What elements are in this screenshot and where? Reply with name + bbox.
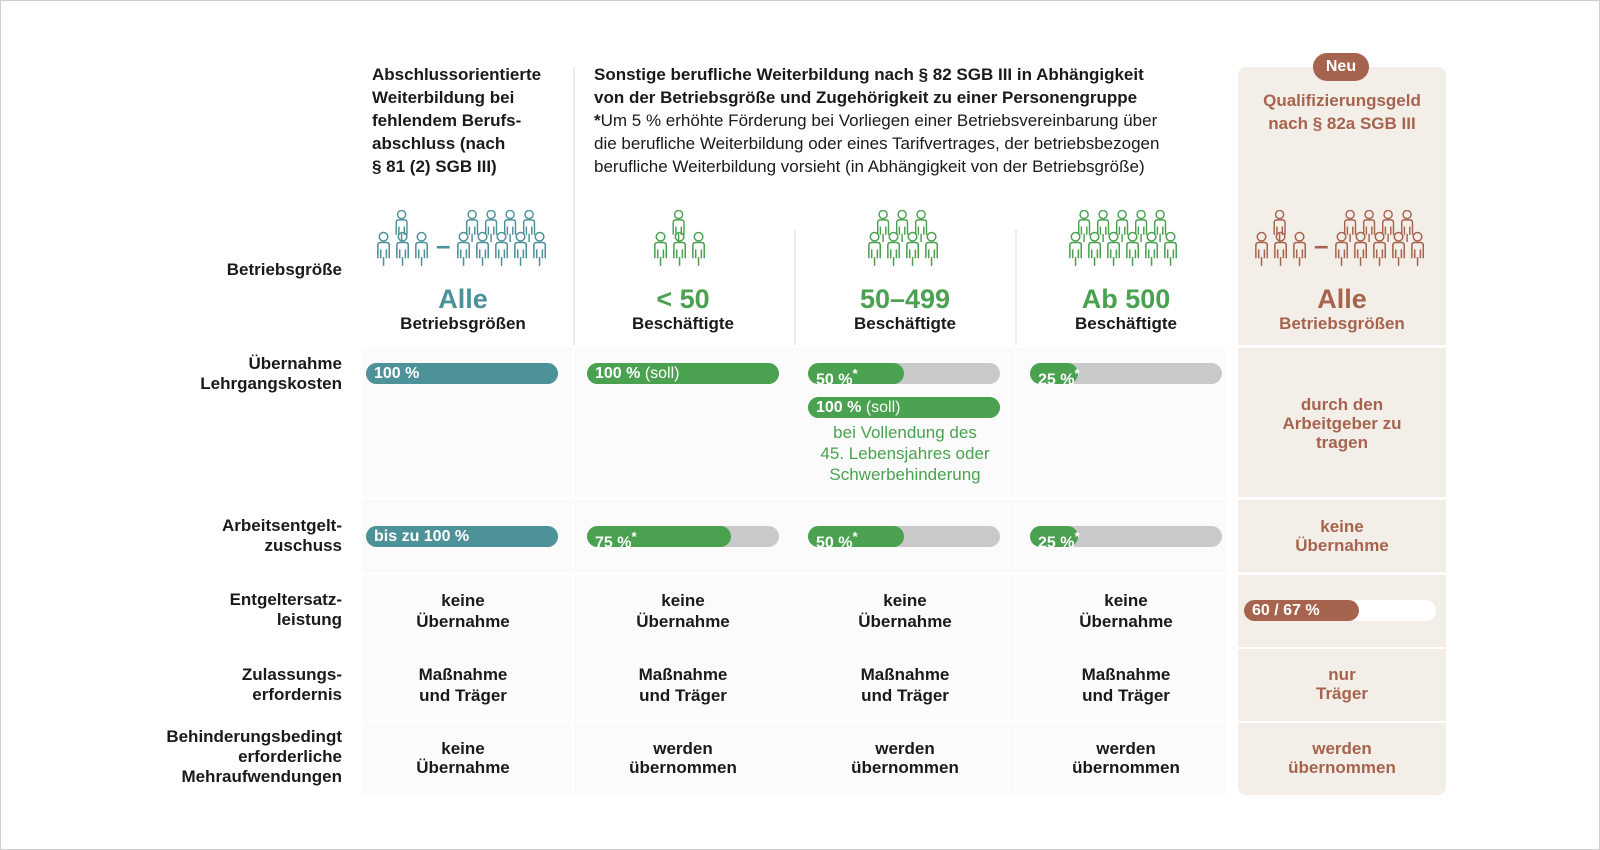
bar-label <box>374 526 469 547</box>
cell-line: werden <box>653 739 713 758</box>
cell-line: und Träger <box>861 686 949 705</box>
row-label-line: Behinderungsbedingt <box>166 727 342 746</box>
cell-line: übernommen <box>851 758 959 777</box>
cell-line: Maßnahme <box>638 665 728 684</box>
cell-line: Übernahme <box>1079 612 1173 631</box>
bar-value: 60 / 67 % <box>1252 602 1320 619</box>
bar-track <box>808 363 1000 389</box>
behinderung-text <box>363 739 563 777</box>
row-label-line: erforderliche <box>238 747 342 766</box>
neu-badge: Neu <box>1313 53 1369 81</box>
behinderung-text <box>805 739 1005 777</box>
cell-line: Träger <box>1316 684 1368 703</box>
size-sub: Betriebsgrößen <box>1279 314 1405 333</box>
col1-header-line: Weiterbildung bei <box>372 88 515 107</box>
bar-star: * <box>1074 366 1080 381</box>
size-value: Alle <box>438 284 488 314</box>
bar-value: 100 % <box>374 365 420 382</box>
bar-star: * <box>852 529 858 544</box>
cell-line: übernommen <box>1072 758 1180 777</box>
col2-note-line: die berufliche Weiterbildung oder eines Tarifvertrages, der betriebsbezogen <box>594 134 1160 153</box>
bar-label <box>816 526 858 553</box>
bar-label <box>595 363 680 384</box>
size-divider <box>1015 230 1017 345</box>
row-label-line: Entgeltersatz- <box>229 590 342 609</box>
note-line: bei Vollendung des <box>833 423 977 442</box>
bar-label <box>816 363 858 390</box>
cell-line: Übernahme <box>1295 536 1389 555</box>
cell-line: werden <box>875 739 935 758</box>
bar-label <box>595 526 637 553</box>
size-divider <box>794 230 796 345</box>
people-icon <box>866 210 946 278</box>
col5-header-line: nach § 82a SGB III <box>1268 114 1416 133</box>
bar-value: 50 % <box>816 534 853 552</box>
col2-note-line: berufliche Weiterbildung vorsieht (in Abhängigkeit von der Betriebsgröße) <box>594 157 1145 176</box>
row-label-line: erfordernis <box>252 685 342 704</box>
bar-label <box>1038 526 1080 553</box>
size-sub: Beschäftigte <box>1074 314 1178 333</box>
bar-extra: (soll) <box>644 365 680 382</box>
dash-symbol: – <box>436 230 451 260</box>
behinderung-text <box>583 739 783 777</box>
size-sub: Betriebsgrößen <box>400 314 526 333</box>
lehrgang-neu-text <box>1238 395 1446 452</box>
cell-line: keine <box>661 591 705 610</box>
row-label-line: Betriebsgröße <box>226 260 342 279</box>
bar-track <box>808 526 1000 552</box>
cell-line: und Träger <box>639 686 727 705</box>
zulassung-text <box>1026 664 1226 706</box>
size-sub: Beschäftigte <box>631 314 735 333</box>
col1-header-line: § 81 (2) SGB III) <box>372 157 497 176</box>
bar-track <box>1244 600 1436 621</box>
zulassung-text <box>363 664 563 706</box>
behinderung-neu-text <box>1238 739 1446 777</box>
cell-line: tragen <box>1316 433 1368 452</box>
col1-header-line: Abschlussorientierte <box>372 65 542 84</box>
cell-line: keine <box>441 739 485 758</box>
size-value: Ab 500 <box>1081 284 1171 314</box>
cell-line: übernommen <box>629 758 737 777</box>
ersatz-text <box>363 590 563 632</box>
bar-track <box>808 397 1000 418</box>
cell-line: durch den <box>1300 395 1384 414</box>
cell-line: keine <box>1320 517 1364 536</box>
row-label-zulassung <box>242 665 342 705</box>
zulassung-text <box>805 664 1005 706</box>
size-value: 50–499 <box>859 284 951 314</box>
row-label-lehrgang <box>200 354 342 394</box>
people-icon <box>652 210 714 278</box>
col2-title-line: von der Betriebsgröße und Zugehörigkeit zu einer Personengruppe <box>594 88 1138 107</box>
header-divider <box>573 67 575 345</box>
size-value: Alle <box>1317 284 1367 314</box>
bar-value: 50 % <box>816 371 853 389</box>
size-value: < 50 <box>656 284 710 314</box>
row-label-entgelt <box>222 516 342 556</box>
zulassung-text <box>583 664 783 706</box>
row-label-line: Mehraufwendungen <box>181 767 342 786</box>
bar-track <box>1030 526 1222 552</box>
cell-line: Übernahme <box>858 612 952 631</box>
cell-line: Übernahme <box>416 612 510 631</box>
cell-line: keine <box>883 591 927 610</box>
cell-line: Übernahme <box>416 758 510 777</box>
cell-line: und Träger <box>419 686 507 705</box>
bar-value: 25 % <box>1038 371 1075 389</box>
col2-header <box>594 63 1234 178</box>
col1-header <box>372 63 572 178</box>
bar-label <box>816 397 901 418</box>
bar-value: 25 % <box>1038 534 1075 552</box>
bar-track <box>1030 363 1222 389</box>
bar-track <box>587 363 779 384</box>
cell-line: Arbeitgeber zu <box>1282 414 1402 433</box>
row-label-line: leistung <box>276 610 342 629</box>
entgelt-neu-text <box>1238 517 1446 555</box>
cell-line: Maßnahme <box>1081 665 1171 684</box>
ersatz-text <box>1026 590 1226 632</box>
dash-symbol: – <box>1314 230 1329 260</box>
row-label-behinderung <box>166 727 342 787</box>
bar-value: 75 % <box>595 534 632 552</box>
ersatz-text <box>583 590 783 632</box>
people-icon <box>375 210 437 278</box>
row-label-line: Lehrgangskosten <box>200 374 342 393</box>
lehrgang-note <box>805 422 1005 485</box>
col1-header-line: fehlendem Berufs- <box>372 111 522 130</box>
behinderung-text <box>1026 739 1226 777</box>
note-line: Schwerbehinderung <box>829 465 981 484</box>
bar-value: 100 % <box>816 399 862 416</box>
row-label-line: Arbeitsentgelt- <box>222 516 342 535</box>
cell-line: übernommen <box>1288 758 1396 777</box>
cell-line: und Träger <box>1082 686 1170 705</box>
bar-label <box>1252 600 1320 621</box>
bar-extra: (soll) <box>865 399 901 416</box>
cell-line: nur <box>1328 665 1356 684</box>
col5-header <box>1238 89 1446 135</box>
people-icon <box>1253 210 1315 278</box>
bar-star: * <box>631 529 637 544</box>
ersatz-text <box>805 590 1005 632</box>
bar-track <box>587 526 779 552</box>
bar-value: 100 % <box>595 365 641 382</box>
people-icon <box>1333 210 1433 278</box>
bar-value: bis zu 100 % <box>374 528 470 545</box>
row-label-ersatz <box>230 590 342 630</box>
people-icon <box>455 210 555 278</box>
col2-title-line: Sonstige berufliche Weiterbildung nach § 82 SGB III in Abhängigkeit <box>594 65 1144 84</box>
bar-star: * <box>1074 529 1080 544</box>
col1-header-line: abschluss (nach <box>372 134 506 153</box>
note-line: 45. Lebensjahres oder <box>820 444 990 463</box>
bar-label <box>374 363 419 384</box>
bar-track <box>366 526 558 547</box>
people-icon <box>1067 210 1185 278</box>
zulassung-neu-text <box>1238 665 1446 703</box>
row-label-line: Übernahme <box>248 354 342 373</box>
row-label-line: Zulassungs- <box>241 665 342 684</box>
bar-label <box>1038 363 1080 390</box>
row-label-line: zuschuss <box>264 536 342 555</box>
cell-line: Maßnahme <box>418 665 508 684</box>
cell-line: keine <box>1104 591 1148 610</box>
bar-track <box>366 363 558 384</box>
bar-star: * <box>852 366 858 381</box>
cell-line: werden <box>1096 739 1156 758</box>
cell-line: Übernahme <box>636 612 730 631</box>
cell-line: Maßnahme <box>860 665 950 684</box>
size-sub: Beschäftigte <box>853 314 957 333</box>
cell-line: werden <box>1312 739 1372 758</box>
row-label-betriebsgroesse <box>227 260 342 280</box>
col5-header-line: Qualifizierungsgeld <box>1263 91 1421 110</box>
col2-note-line: *Um 5 % erhöhte Förderung bei Vorliegen einer Betriebsvereinbarung über <box>594 111 1158 130</box>
cell-line: keine <box>441 591 485 610</box>
